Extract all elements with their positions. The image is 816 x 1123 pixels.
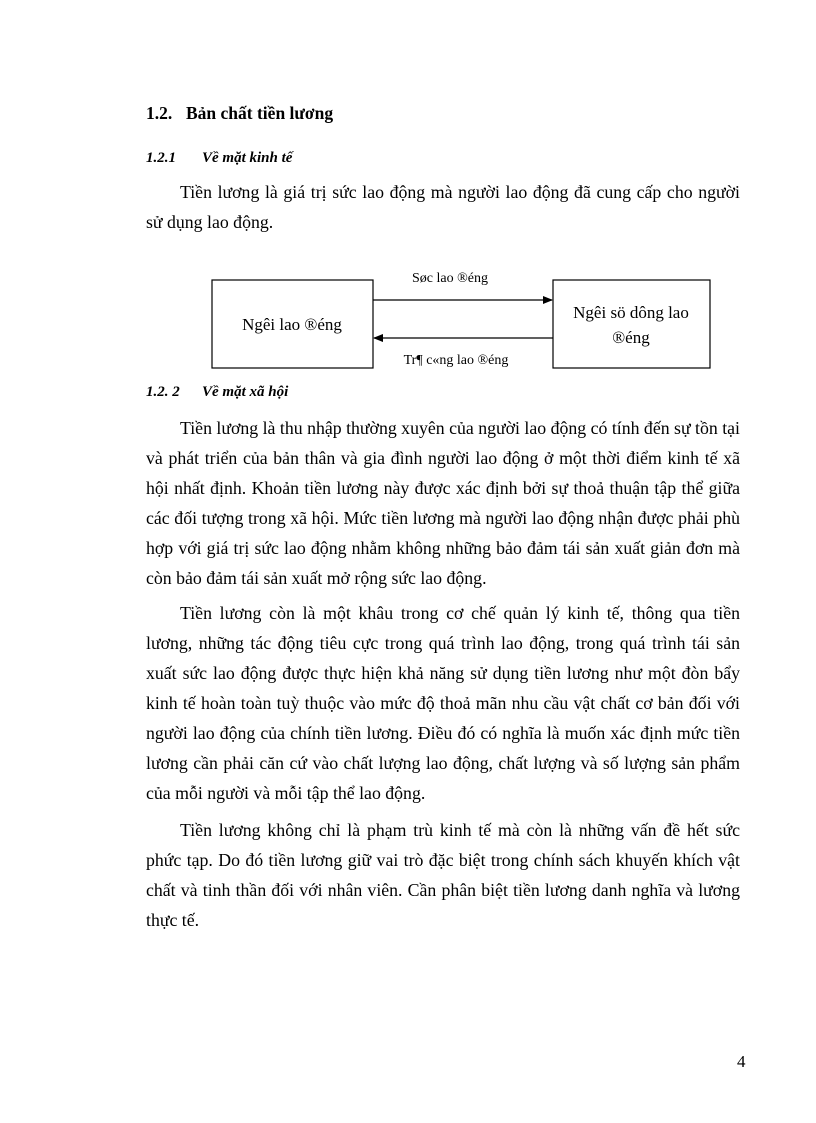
subsection-social-number: 1.2. 2: [146, 384, 180, 400]
section-heading: [146, 103, 333, 124]
subsection-economic-number: 1.2.1: [146, 150, 176, 166]
subsection-economic-title: Về mặt kinh tế: [202, 150, 293, 166]
employee-box-label: Ngêi lao ®éng: [242, 315, 342, 334]
section-heading-title: Bản chất tiền lương: [186, 103, 334, 123]
social-paragraph-1: Tiền lương là thu nhập thường xuyên của người lao động có tính đến sự tồn tại và phát triển của bản thân và gia đình người lao động ở một thời điểm kinh tế xã hội nhất định. Khoản tiền lương này được xác định bởi sự thoả thuận tập thể giữa các đối tượng trong xã hội. Mức tiền lương mà người lao động nhận được phải phù hợp với giá trị sức lao động nhằm không những bảo đảm tái sản xuất giản đơn mà còn bảo đảm tái sản xuất mở rộng sức lao động.: [146, 418, 740, 588]
employer-box-label-line2: ®éng: [612, 328, 650, 347]
employer-box: [553, 280, 710, 368]
employer-box-label-line1: Ngêi sö dông lao: [573, 303, 689, 322]
subsection-economic-heading: [146, 150, 292, 167]
social-paragraph-3: Tiền lương không chỉ là phạm trù kinh tế mà còn là những vấn đề hết sức phức tạp. Do đó tiền lương giữ vai trò đặc biệt trong chính sách khuyến khích vật chất và tinh thần đối với nhân viên. Cần phân biệt tiền lương danh nghĩa và lương thực tế.: [146, 820, 740, 930]
subsection-social-title: Về mặt xã hội: [202, 384, 289, 400]
labor-arrow-label: Søc lao ®éng: [412, 271, 488, 286]
economic-paragraph: Tiền lương là giá trị sức lao động mà người lao động đã cung cấp cho người sử dụng lao động.: [146, 182, 740, 232]
labor-exchange-diagram: [200, 258, 720, 378]
section-heading-number: 1.2.: [146, 103, 173, 123]
wage-arrow-label: Tr¶ c«ng lao ®éng: [403, 353, 509, 368]
social-paragraph-2: Tiền lương còn là một khâu trong cơ chế quản lý kinh tế, thông qua tiền lương, những tác động tiêu cực trong quá trình lao động, trong quá trình tái sản xuất sức lao động được thực hiện khả năng sử dụng tiền lương như một đòn bẩy kinh tế hoàn toàn tuỳ thuộc vào mức độ thoả mãn nhu cầu vật chất cơ bản đối với người lao động của chính tiền lương. Điều đó có nghĩa là muốn xác định mức tiền lương cần phải căn cứ vào chất lượng lao động, chất lượng và số lượng sản phẩm của mỗi người và mỗi tập thể lao động.: [146, 603, 740, 803]
subsection-social-heading: [146, 384, 288, 401]
page-number: 4: [737, 1052, 746, 1071]
